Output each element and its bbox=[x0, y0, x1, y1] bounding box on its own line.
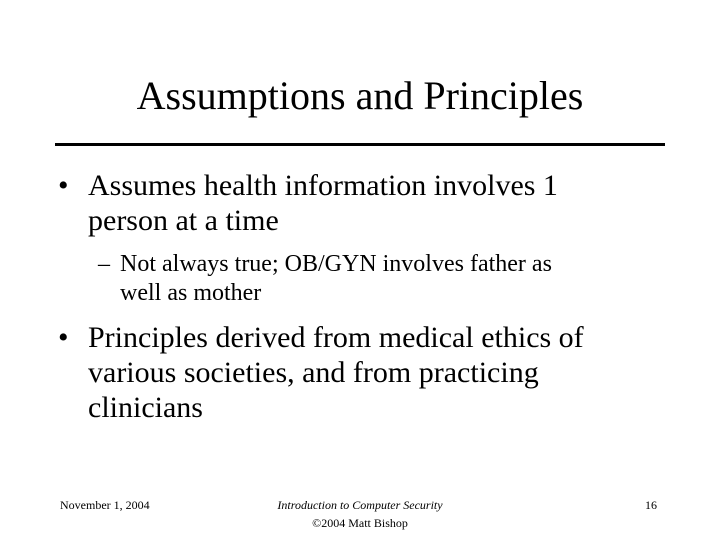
footer-course-title: Introduction to Computer Security bbox=[277, 498, 443, 512]
bullet-line: various societies, and from practicing bbox=[88, 356, 539, 389]
bullet-text bbox=[88, 168, 668, 238]
bullet-line: clinicians bbox=[88, 391, 203, 424]
slide-title: Assumptions and Principles bbox=[136, 73, 584, 118]
bullet-line: person at a time bbox=[88, 204, 279, 237]
bullet-icon: • bbox=[58, 169, 69, 202]
bullet-icon: • bbox=[58, 321, 69, 354]
footer-page-number: 16 bbox=[645, 498, 657, 512]
footer-date: November 1, 2004 bbox=[60, 498, 150, 512]
footer-copyright: ©2004 Matt Bishop bbox=[312, 516, 408, 530]
title-divider bbox=[55, 143, 665, 146]
sub-bullet-text bbox=[120, 250, 660, 308]
sub-bullet-line: well as mother bbox=[120, 280, 262, 306]
dash-icon: – bbox=[98, 251, 110, 277]
bullet-text bbox=[88, 320, 668, 425]
footer-course-info bbox=[210, 496, 510, 532]
bullet-line: Assumes health information involves 1 bbox=[88, 169, 558, 202]
bullet-line: Principles derived from medical ethics of bbox=[88, 321, 584, 354]
sub-bullet-line: Not always true; OB/GYN involves father as bbox=[120, 251, 552, 277]
